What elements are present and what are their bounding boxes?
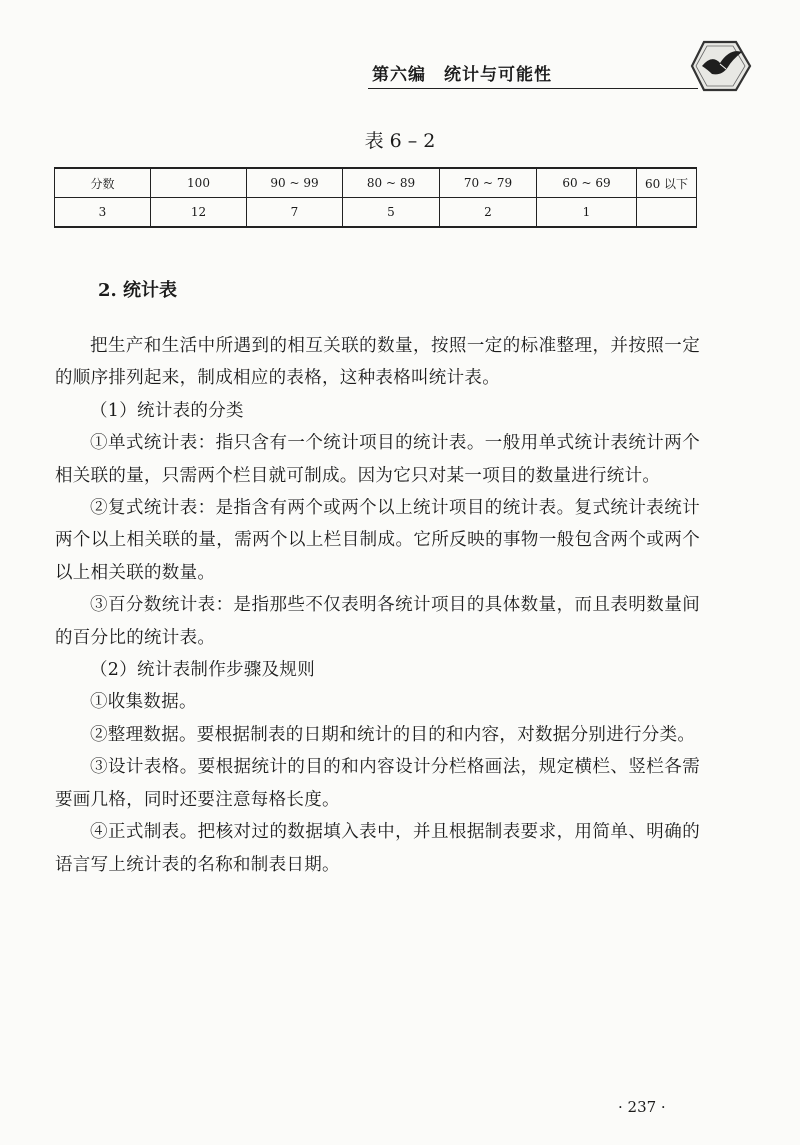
paragraph: 把生产和生活中所遇到的相互关联的数量，按照一定的标准整理，并按照一定的顺序排列起来，制成相应的表格，这种表格叫统计表。: [55, 336, 700, 389]
table-cell: 3: [55, 198, 151, 228]
table-cell: 12: [151, 198, 247, 228]
paragraph: ②复式统计表：是指含有两个或两个以上统计项目的统计表。复式统计表统计两个以上相关联的量，需两个以上栏目制成。它所反映的事物一般包含两个或两个以上相关联的数量。: [55, 498, 700, 583]
table-cell: 60 ~ 69: [537, 168, 637, 198]
table-cell: 80 ~ 89: [343, 168, 440, 198]
table-cell: 分数: [55, 168, 151, 198]
table-row-header: [55, 168, 697, 198]
paragraph: （1）统计表的分类: [90, 400, 244, 421]
chapter-title: 第六编 统计与可能性: [372, 65, 552, 85]
eagle-hexagon-logo: [682, 36, 756, 96]
paragraph: ②整理数据。要根据制表的日期和统计的目的和内容，对数据分别进行分类。: [90, 724, 696, 745]
table-row-values: [55, 198, 697, 228]
paragraph: ①收集数据。: [90, 692, 197, 713]
table-cell: 2: [440, 198, 537, 228]
paragraph: （2）统计表制作步骤及规则: [90, 660, 316, 681]
table-cell: [637, 198, 697, 228]
body-text: [55, 330, 700, 881]
page-header: [0, 0, 800, 100]
table-cell: 100: [151, 168, 247, 198]
paragraph: ③设计表格。要根据统计的目的和内容设计分栏格画法，规定横栏、竖栏各需要画几格，同时还要注意每格长度。: [55, 757, 700, 810]
table-cell: 7: [247, 198, 343, 228]
page-number: · 237 ·: [618, 1098, 666, 1116]
header-rule: [368, 88, 698, 89]
table-caption: 表 6 – 2: [364, 130, 436, 152]
table-cell: 90 ~ 99: [247, 168, 343, 198]
table-cell: 5: [343, 198, 440, 228]
table-cell: 70 ~ 79: [440, 168, 537, 198]
table-cell: 1: [537, 198, 637, 228]
paragraph: ③百分数统计表：是指那些不仅表明各统计项目的具体数量，而且表明数量间的百分比的统计表。: [55, 595, 700, 648]
score-table: [54, 167, 697, 228]
section-heading: 2. 统计表: [98, 280, 178, 301]
paragraph: ④正式制表。把核对过的数据填入表中，并且根据制表要求，用简单、明确的语言写上统计表的名称和制表日期。: [55, 822, 700, 875]
table-cell: 60 以下: [637, 168, 697, 198]
paragraph: ①单式统计表：指只含有一个统计项目的统计表。一般用单式统计表统计两个相关联的量，只需两个栏目就可制成。因为它只对某一项目的数量进行统计。: [55, 433, 700, 486]
